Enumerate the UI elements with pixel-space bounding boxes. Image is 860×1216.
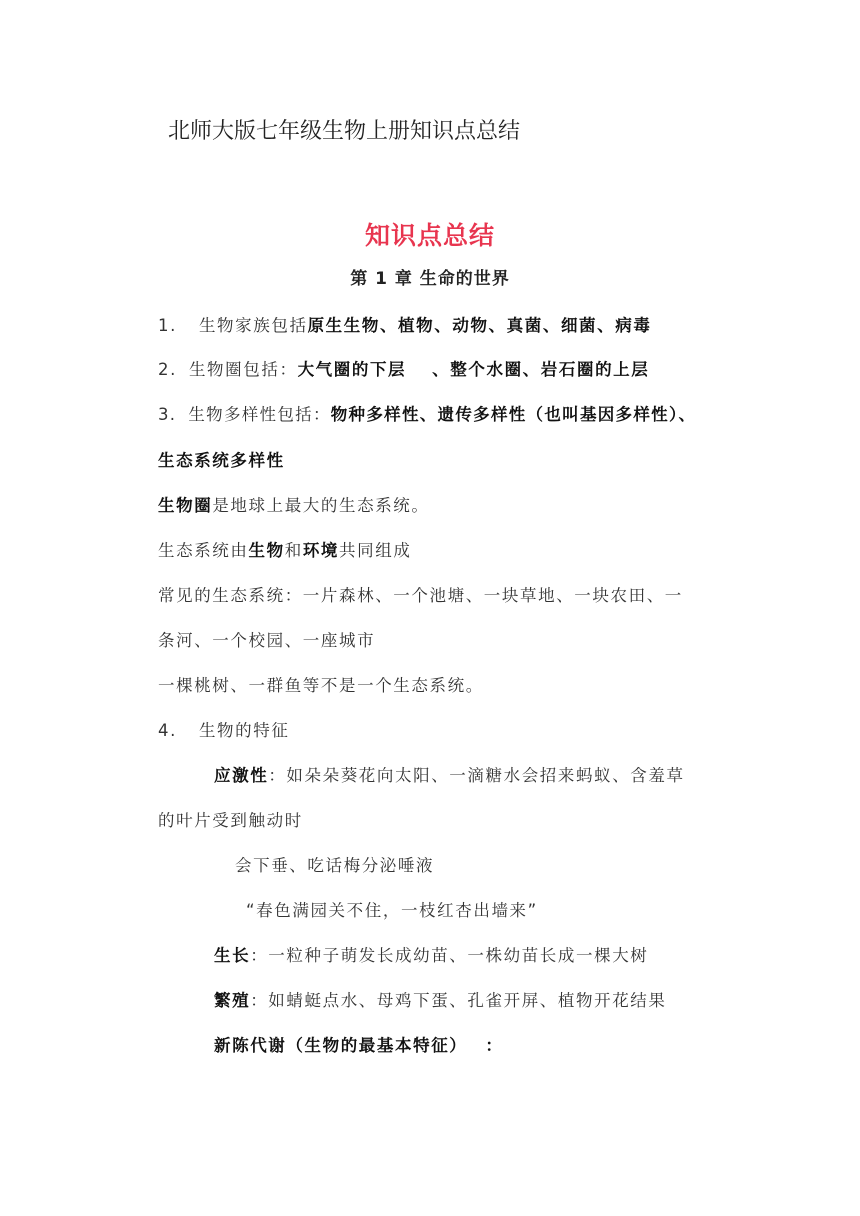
metabolism-line [214,1032,504,1056]
statement-text: 和 [284,541,303,560]
common-ecosystems: 常见的生态系统：一片森林、一个池塘、一块草地、一块农田、一 [158,586,683,605]
term-biosphere: 生物圈 [158,496,213,515]
term-metabolism: 新陈代谢（生物的最基本特征） [214,1036,468,1055]
stimulus-line [214,762,685,786]
statement-text: 生态系统由 [158,541,249,560]
item-text: 生物圈包括： [188,360,298,379]
item-number: 4. [158,721,177,740]
biosphere-statement [158,492,430,516]
term-growth: 生长 [214,946,251,965]
reproduction-text: ：如蜻蜓点水、母鸡下蛋、孔雀开屏、植物开花结果 [250,991,667,1010]
item-text: 生物多样性包括： [188,405,331,424]
item-bold-text: 生态系统多样性 [158,451,285,470]
statement-text: 是地球上最大的生态系统。 [212,496,430,515]
common-ecosystems-continued: 条河、一个校园、一座城市 [158,631,376,650]
growth-text: ：一粒种子萌发长成幼苗、一株幼苗长成一棵大树 [250,946,649,965]
reproduction-line [214,987,667,1011]
statement-text: 共同组成 [339,541,412,560]
item-number: 2. [158,360,177,379]
metabolism-colon: ： [485,1036,504,1055]
chapter-heading: 第 1 章 生命的世界 [350,269,510,289]
stimulus-text: ：如朵朵葵花向太阳、一滴糖水会招来蚂蚁、含羞草 [268,766,685,785]
item-number: 1. [158,316,177,335]
ecosystem-statement [158,537,411,561]
item-2 [158,356,649,380]
item-text: 生物的特征 [198,721,290,740]
stimulus-line-3: 会下垂、吃话梅分泌唾液 [235,856,435,875]
document-title: 北师大版七年级生物上册知识点总结 [168,119,521,144]
growth-line [214,942,648,966]
item-3-continued [158,447,285,471]
item-bold-text: 原生生物、植物、动物、真菌、细菌、病毒 [307,316,652,335]
item-bold-text-2: 、整个水圈、岩石圈的上层 [432,360,650,379]
term-reproduction: 繁殖 [214,991,251,1010]
term-environment: 环境 [302,541,340,560]
item-4 [158,717,289,741]
not-ecosystem-statement: 一棵桃树、一群鱼等不是一个生态系统。 [158,676,484,695]
item-1 [158,312,651,336]
section-heading: 知识点总结 [364,221,495,250]
stimulus-line-2: 的叶片受到触动时 [158,811,303,830]
item-bold-text: 大气圈的下层 [297,360,407,379]
poem-quote: “春色满园关不住，一枝红杏出墙来” [246,901,538,920]
item-text: 生物家族包括 [198,316,308,335]
item-3 [158,401,696,425]
term-stimulus: 应激性 [214,766,269,785]
item-number: 3. [158,405,177,424]
term-organisms: 生物 [248,541,285,560]
item-bold-text: 物种多样性、遗传多样性（也叫基因多样性）、 [330,405,697,424]
